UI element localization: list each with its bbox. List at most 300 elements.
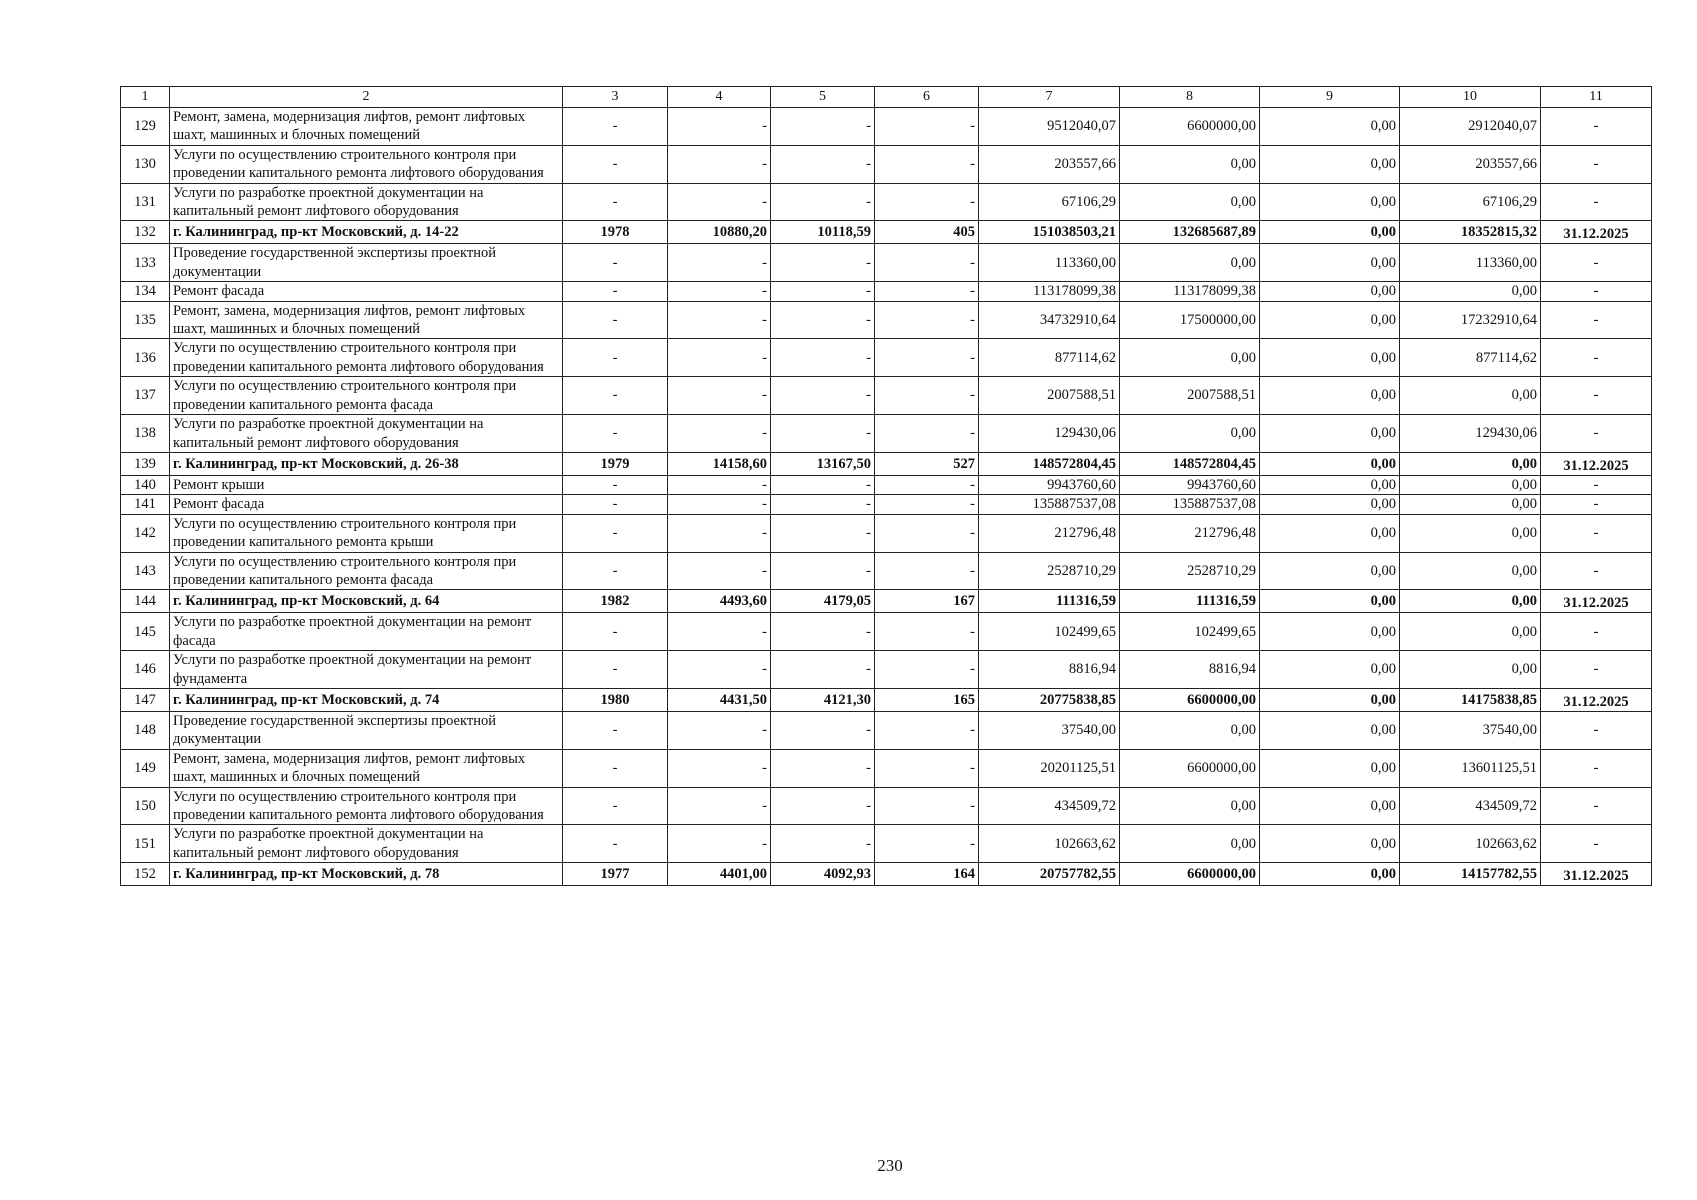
fund-cost-cell: 111316,59 — [1120, 590, 1260, 613]
other-cost-cell: 0,00 — [1260, 711, 1400, 749]
total-cost-cell: 102499,65 — [979, 613, 1120, 651]
other-cost-cell: 0,00 — [1260, 495, 1400, 514]
fund-cost-cell: 2007588,51 — [1120, 377, 1260, 415]
total-cost-cell: 212796,48 — [979, 514, 1120, 552]
fund-cost-cell: 0,00 — [1120, 244, 1260, 282]
year-cell: - — [563, 282, 668, 301]
fund-cost-cell: 8816,94 — [1120, 651, 1260, 689]
work-row — [121, 183, 1652, 221]
owner-cost-cell: 0,00 — [1400, 590, 1541, 613]
deadline-cell: 31.12.2025 — [1541, 688, 1652, 711]
living-area-cell: - — [771, 282, 875, 301]
row-number-cell: 147 — [121, 688, 170, 711]
other-cost-cell: 0,00 — [1260, 244, 1400, 282]
owner-cost-cell: 18352815,32 — [1400, 221, 1541, 244]
residents-cell: - — [875, 282, 979, 301]
living-area-cell: - — [771, 339, 875, 377]
other-cost-cell: 0,00 — [1260, 452, 1400, 475]
fund-cost-cell: 0,00 — [1120, 415, 1260, 453]
total-cost-cell: 2007588,51 — [979, 377, 1120, 415]
year-cell: 1982 — [563, 590, 668, 613]
owner-cost-cell: 113360,00 — [1400, 244, 1541, 282]
work-row — [121, 145, 1652, 183]
other-cost-cell: 0,00 — [1260, 552, 1400, 590]
total-area-cell: 4493,60 — [668, 590, 771, 613]
total-area-cell: 14158,60 — [668, 452, 771, 475]
row-number-cell: 149 — [121, 749, 170, 787]
residents-cell: - — [875, 711, 979, 749]
year-cell: 1977 — [563, 863, 668, 886]
column-header: 3 — [563, 87, 668, 108]
total-area-cell: - — [668, 514, 771, 552]
row-number-cell: 141 — [121, 495, 170, 514]
living-area-cell: - — [771, 613, 875, 651]
other-cost-cell: 0,00 — [1260, 475, 1400, 494]
work-row — [121, 108, 1652, 146]
year-cell: - — [563, 514, 668, 552]
owner-cost-cell: 2912040,07 — [1400, 108, 1541, 146]
living-area-cell: - — [771, 552, 875, 590]
column-header: 6 — [875, 87, 979, 108]
year-cell: - — [563, 495, 668, 514]
total-cost-cell: 9512040,07 — [979, 108, 1120, 146]
year-cell: - — [563, 651, 668, 689]
other-cost-cell: 0,00 — [1260, 145, 1400, 183]
row-number-cell: 145 — [121, 613, 170, 651]
residents-cell: - — [875, 613, 979, 651]
total-area-cell: - — [668, 495, 771, 514]
row-number-cell: 148 — [121, 711, 170, 749]
residents-cell: - — [875, 514, 979, 552]
description-cell: Услуги по осуществлению строительного контроля при проведении капитального ремонта фасада — [170, 377, 563, 415]
deadline-cell: - — [1541, 825, 1652, 863]
owner-cost-cell: 0,00 — [1400, 552, 1541, 590]
residents-cell: - — [875, 552, 979, 590]
description-cell: Ремонт фасада — [170, 282, 563, 301]
work-row — [121, 651, 1652, 689]
description-cell: Услуги по осуществлению строительного контроля при проведении капитального ремонта лифтового оборудования — [170, 787, 563, 825]
row-number-cell: 139 — [121, 452, 170, 475]
fund-cost-cell: 0,00 — [1120, 145, 1260, 183]
total-cost-cell: 37540,00 — [979, 711, 1120, 749]
total-area-cell: 4401,00 — [668, 863, 771, 886]
description-cell: Ремонт крыши — [170, 475, 563, 494]
owner-cost-cell: 0,00 — [1400, 613, 1541, 651]
column-header: 7 — [979, 87, 1120, 108]
work-row — [121, 475, 1652, 494]
year-cell: - — [563, 301, 668, 339]
total-cost-cell: 20757782,55 — [979, 863, 1120, 886]
total-cost-cell: 20201125,51 — [979, 749, 1120, 787]
total-cost-cell: 9943760,60 — [979, 475, 1120, 494]
total-cost-cell: 148572804,45 — [979, 452, 1120, 475]
other-cost-cell: 0,00 — [1260, 377, 1400, 415]
living-area-cell: - — [771, 183, 875, 221]
fund-cost-cell: 6600000,00 — [1120, 863, 1260, 886]
residents-cell: - — [875, 495, 979, 514]
residents-cell: 165 — [875, 688, 979, 711]
row-number-cell: 144 — [121, 590, 170, 613]
other-cost-cell: 0,00 — [1260, 339, 1400, 377]
deadline-cell: - — [1541, 377, 1652, 415]
residents-cell: - — [875, 145, 979, 183]
residents-cell: 527 — [875, 452, 979, 475]
other-cost-cell: 0,00 — [1260, 221, 1400, 244]
column-header: 2 — [170, 87, 563, 108]
fund-cost-cell: 6600000,00 — [1120, 108, 1260, 146]
address-row — [121, 863, 1652, 886]
total-area-cell: - — [668, 749, 771, 787]
fund-cost-cell: 0,00 — [1120, 339, 1260, 377]
other-cost-cell: 0,00 — [1260, 590, 1400, 613]
deadline-cell: - — [1541, 552, 1652, 590]
row-number-cell: 150 — [121, 787, 170, 825]
address-row — [121, 590, 1652, 613]
residents-cell: 164 — [875, 863, 979, 886]
living-area-cell: 4179,05 — [771, 590, 875, 613]
total-cost-cell: 102663,62 — [979, 825, 1120, 863]
owner-cost-cell: 434509,72 — [1400, 787, 1541, 825]
total-cost-cell: 203557,66 — [979, 145, 1120, 183]
residents-cell: - — [875, 749, 979, 787]
work-row — [121, 377, 1652, 415]
total-area-cell: - — [668, 475, 771, 494]
year-cell: - — [563, 244, 668, 282]
owner-cost-cell: 14175838,85 — [1400, 688, 1541, 711]
fund-cost-cell: 6600000,00 — [1120, 688, 1260, 711]
fund-cost-cell: 17500000,00 — [1120, 301, 1260, 339]
living-area-cell: - — [771, 711, 875, 749]
year-cell: - — [563, 552, 668, 590]
owner-cost-cell: 0,00 — [1400, 475, 1541, 494]
row-number-cell: 135 — [121, 301, 170, 339]
residents-cell: - — [875, 787, 979, 825]
residents-cell: - — [875, 651, 979, 689]
year-cell: 1980 — [563, 688, 668, 711]
owner-cost-cell: 0,00 — [1400, 495, 1541, 514]
description-cell: г. Калининград, пр-кт Московский, д. 26-38 — [170, 452, 563, 475]
residents-cell: - — [875, 244, 979, 282]
owner-cost-cell: 37540,00 — [1400, 711, 1541, 749]
deadline-cell: - — [1541, 711, 1652, 749]
deadline-cell: - — [1541, 415, 1652, 453]
total-cost-cell: 877114,62 — [979, 339, 1120, 377]
column-header: 8 — [1120, 87, 1260, 108]
other-cost-cell: 0,00 — [1260, 688, 1400, 711]
living-area-cell: 4121,30 — [771, 688, 875, 711]
description-cell: Ремонт, замена, модернизация лифтов, ремонт лифтовых шахт, машинных и блочных помещений — [170, 301, 563, 339]
living-area-cell: - — [771, 108, 875, 146]
year-cell: - — [563, 749, 668, 787]
column-header: 1 — [121, 87, 170, 108]
owner-cost-cell: 0,00 — [1400, 514, 1541, 552]
description-cell: Услуги по осуществлению строительного контроля при проведении капитального ремонта лифтового оборудования — [170, 145, 563, 183]
column-header: 9 — [1260, 87, 1400, 108]
deadline-cell: - — [1541, 301, 1652, 339]
row-number-cell: 131 — [121, 183, 170, 221]
fund-cost-cell: 212796,48 — [1120, 514, 1260, 552]
deadline-cell: 31.12.2025 — [1541, 863, 1652, 886]
year-cell: - — [563, 711, 668, 749]
living-area-cell: - — [771, 787, 875, 825]
row-number-cell: 143 — [121, 552, 170, 590]
total-cost-cell: 111316,59 — [979, 590, 1120, 613]
address-row — [121, 221, 1652, 244]
description-cell: Проведение государственной экспертизы проектной документации — [170, 711, 563, 749]
row-number-cell: 130 — [121, 145, 170, 183]
description-cell: г. Калининград, пр-кт Московский, д. 74 — [170, 688, 563, 711]
deadline-cell: - — [1541, 749, 1652, 787]
fund-cost-cell: 0,00 — [1120, 183, 1260, 221]
column-header: 11 — [1541, 87, 1652, 108]
fund-cost-cell: 148572804,45 — [1120, 452, 1260, 475]
description-cell: г. Калининград, пр-кт Московский, д. 78 — [170, 863, 563, 886]
living-area-cell: - — [771, 301, 875, 339]
residents-cell: - — [875, 415, 979, 453]
living-area-cell: - — [771, 475, 875, 494]
year-cell: 1979 — [563, 452, 668, 475]
total-cost-cell: 151038503,21 — [979, 221, 1120, 244]
description-cell: Услуги по разработке проектной документации на ремонт фасада — [170, 613, 563, 651]
owner-cost-cell: 0,00 — [1400, 377, 1541, 415]
description-cell: Услуги по разработке проектной документации на капитальный ремонт лифтового оборудования — [170, 415, 563, 453]
description-cell: Ремонт фасада — [170, 495, 563, 514]
row-number-cell: 151 — [121, 825, 170, 863]
year-cell: - — [563, 787, 668, 825]
residents-cell: 167 — [875, 590, 979, 613]
fund-cost-cell: 6600000,00 — [1120, 749, 1260, 787]
total-cost-cell: 8816,94 — [979, 651, 1120, 689]
work-row — [121, 244, 1652, 282]
total-area-cell: - — [668, 301, 771, 339]
other-cost-cell: 0,00 — [1260, 749, 1400, 787]
deadline-cell: - — [1541, 613, 1652, 651]
residents-cell: 405 — [875, 221, 979, 244]
total-area-cell: - — [668, 145, 771, 183]
total-cost-cell: 113360,00 — [979, 244, 1120, 282]
owner-cost-cell: 13601125,51 — [1400, 749, 1541, 787]
work-row — [121, 339, 1652, 377]
fund-cost-cell: 113178099,38 — [1120, 282, 1260, 301]
table-body — [121, 108, 1652, 886]
work-row — [121, 514, 1652, 552]
owner-cost-cell: 0,00 — [1400, 651, 1541, 689]
living-area-cell: - — [771, 825, 875, 863]
year-cell: 1978 — [563, 221, 668, 244]
living-area-cell: - — [771, 495, 875, 514]
work-row — [121, 711, 1652, 749]
owner-cost-cell: 203557,66 — [1400, 145, 1541, 183]
row-number-cell: 129 — [121, 108, 170, 146]
living-area-cell: - — [771, 244, 875, 282]
total-cost-cell: 129430,06 — [979, 415, 1120, 453]
fund-cost-cell: 0,00 — [1120, 825, 1260, 863]
year-cell: - — [563, 377, 668, 415]
living-area-cell: - — [771, 377, 875, 415]
deadline-cell: - — [1541, 282, 1652, 301]
description-cell: Услуги по осуществлению строительного контроля при проведении капитального ремонта крыши — [170, 514, 563, 552]
row-number-cell: 138 — [121, 415, 170, 453]
year-cell: - — [563, 183, 668, 221]
address-row — [121, 452, 1652, 475]
total-cost-cell: 2528710,29 — [979, 552, 1120, 590]
other-cost-cell: 0,00 — [1260, 282, 1400, 301]
owner-cost-cell: 67106,29 — [1400, 183, 1541, 221]
total-area-cell: - — [668, 415, 771, 453]
living-area-cell: - — [771, 651, 875, 689]
total-cost-cell: 20775838,85 — [979, 688, 1120, 711]
deadline-cell: - — [1541, 475, 1652, 494]
other-cost-cell: 0,00 — [1260, 825, 1400, 863]
living-area-cell: - — [771, 514, 875, 552]
work-row — [121, 495, 1652, 514]
living-area-cell: - — [771, 415, 875, 453]
total-area-cell: - — [668, 711, 771, 749]
work-row — [121, 552, 1652, 590]
work-row — [121, 749, 1652, 787]
description-cell: Услуги по разработке проектной документации на капитальный ремонт лифтового оборудования — [170, 183, 563, 221]
row-number-cell: 140 — [121, 475, 170, 494]
page-number: 230 — [877, 1156, 903, 1175]
owner-cost-cell: 129430,06 — [1400, 415, 1541, 453]
total-area-cell: - — [668, 787, 771, 825]
owner-cost-cell: 0,00 — [1400, 452, 1541, 475]
deadline-cell: 31.12.2025 — [1541, 221, 1652, 244]
address-row — [121, 688, 1652, 711]
fund-cost-cell: 0,00 — [1120, 787, 1260, 825]
total-area-cell: - — [668, 377, 771, 415]
deadline-cell: - — [1541, 787, 1652, 825]
capital-repair-table — [120, 86, 1652, 886]
work-row — [121, 787, 1652, 825]
other-cost-cell: 0,00 — [1260, 863, 1400, 886]
other-cost-cell: 0,00 — [1260, 514, 1400, 552]
column-header: 4 — [668, 87, 771, 108]
residents-cell: - — [875, 475, 979, 494]
fund-cost-cell: 132685687,89 — [1120, 221, 1260, 244]
deadline-cell: - — [1541, 514, 1652, 552]
description-cell: Услуги по разработке проектной документации на капитальный ремонт лифтового оборудования — [170, 825, 563, 863]
owner-cost-cell: 0,00 — [1400, 282, 1541, 301]
year-cell: - — [563, 613, 668, 651]
row-number-cell: 142 — [121, 514, 170, 552]
column-header: 10 — [1400, 87, 1541, 108]
total-area-cell: - — [668, 244, 771, 282]
year-cell: - — [563, 475, 668, 494]
total-area-cell: - — [668, 651, 771, 689]
total-cost-cell: 434509,72 — [979, 787, 1120, 825]
header-row — [121, 87, 1652, 108]
residents-cell: - — [875, 183, 979, 221]
total-area-cell: - — [668, 282, 771, 301]
year-cell: - — [563, 145, 668, 183]
description-cell: г. Калининград, пр-кт Московский, д. 14-22 — [170, 221, 563, 244]
total-area-cell: - — [668, 108, 771, 146]
description-cell: Услуги по разработке проектной документации на ремонт фундамента — [170, 651, 563, 689]
fund-cost-cell: 9943760,60 — [1120, 475, 1260, 494]
deadline-cell: - — [1541, 183, 1652, 221]
work-row — [121, 282, 1652, 301]
row-number-cell: 152 — [121, 863, 170, 886]
owner-cost-cell: 102663,62 — [1400, 825, 1541, 863]
total-area-cell: - — [668, 183, 771, 221]
description-cell: Ремонт, замена, модернизация лифтов, ремонт лифтовых шахт, машинных и блочных помещений — [170, 108, 563, 146]
owner-cost-cell: 14157782,55 — [1400, 863, 1541, 886]
total-cost-cell: 67106,29 — [979, 183, 1120, 221]
work-row — [121, 825, 1652, 863]
description-cell: Услуги по осуществлению строительного контроля при проведении капитального ремонта лифтового оборудования — [170, 339, 563, 377]
description-cell: Ремонт, замена, модернизация лифтов, ремонт лифтовых шахт, машинных и блочных помещений — [170, 749, 563, 787]
description-cell: Проведение государственной экспертизы проектной документации — [170, 244, 563, 282]
residents-cell: - — [875, 108, 979, 146]
residents-cell: - — [875, 825, 979, 863]
fund-cost-cell: 2528710,29 — [1120, 552, 1260, 590]
total-area-cell: - — [668, 339, 771, 377]
other-cost-cell: 0,00 — [1260, 301, 1400, 339]
row-number-cell: 137 — [121, 377, 170, 415]
description-cell: Услуги по осуществлению строительного контроля при проведении капитального ремонта фасада — [170, 552, 563, 590]
deadline-cell: - — [1541, 108, 1652, 146]
owner-cost-cell: 877114,62 — [1400, 339, 1541, 377]
owner-cost-cell: 17232910,64 — [1400, 301, 1541, 339]
total-area-cell: 10880,20 — [668, 221, 771, 244]
other-cost-cell: 0,00 — [1260, 613, 1400, 651]
residents-cell: - — [875, 377, 979, 415]
deadline-cell: - — [1541, 495, 1652, 514]
year-cell: - — [563, 339, 668, 377]
total-area-cell: - — [668, 613, 771, 651]
deadline-cell: - — [1541, 339, 1652, 377]
deadline-cell: - — [1541, 651, 1652, 689]
deadline-cell: - — [1541, 145, 1652, 183]
fund-cost-cell: 135887537,08 — [1120, 495, 1260, 514]
row-number-cell: 132 — [121, 221, 170, 244]
other-cost-cell: 0,00 — [1260, 183, 1400, 221]
deadline-cell: - — [1541, 244, 1652, 282]
other-cost-cell: 0,00 — [1260, 787, 1400, 825]
living-area-cell: - — [771, 145, 875, 183]
living-area-cell: 10118,59 — [771, 221, 875, 244]
deadline-cell: 31.12.2025 — [1541, 452, 1652, 475]
living-area-cell: 4092,93 — [771, 863, 875, 886]
column-header: 5 — [771, 87, 875, 108]
total-cost-cell: 34732910,64 — [979, 301, 1120, 339]
total-area-cell: - — [668, 552, 771, 590]
other-cost-cell: 0,00 — [1260, 415, 1400, 453]
deadline-cell: 31.12.2025 — [1541, 590, 1652, 613]
residents-cell: - — [875, 301, 979, 339]
row-number-cell: 133 — [121, 244, 170, 282]
living-area-cell: - — [771, 749, 875, 787]
fund-cost-cell: 102499,65 — [1120, 613, 1260, 651]
year-cell: - — [563, 108, 668, 146]
fund-cost-cell: 0,00 — [1120, 711, 1260, 749]
other-cost-cell: 0,00 — [1260, 651, 1400, 689]
living-area-cell: 13167,50 — [771, 452, 875, 475]
total-cost-cell: 113178099,38 — [979, 282, 1120, 301]
work-row — [121, 613, 1652, 651]
other-cost-cell: 0,00 — [1260, 108, 1400, 146]
total-area-cell: 4431,50 — [668, 688, 771, 711]
description-cell: г. Калининград, пр-кт Московский, д. 64 — [170, 590, 563, 613]
year-cell: - — [563, 825, 668, 863]
total-area-cell: - — [668, 825, 771, 863]
residents-cell: - — [875, 339, 979, 377]
total-cost-cell: 135887537,08 — [979, 495, 1120, 514]
row-number-cell: 134 — [121, 282, 170, 301]
row-number-cell: 146 — [121, 651, 170, 689]
row-number-cell: 136 — [121, 339, 170, 377]
